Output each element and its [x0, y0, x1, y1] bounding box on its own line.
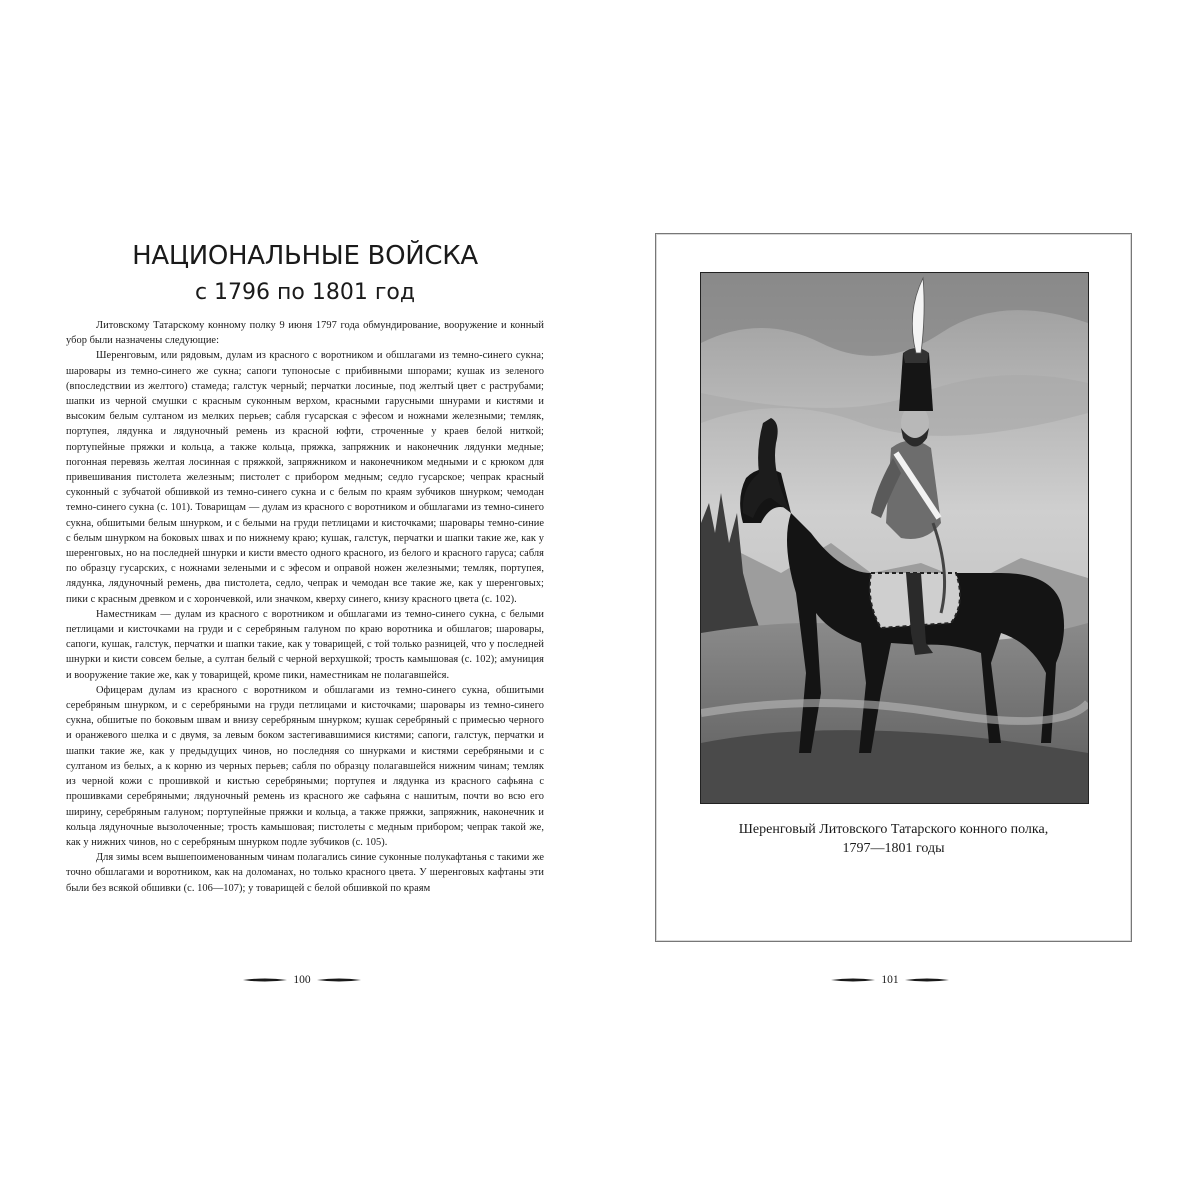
page-number-label: 101	[881, 974, 899, 986]
paragraph: Наместникам — дулам из красного с воротником и обшлагами из темно-синего сукна, с белыми петлицами и кисточками на груди и с серебряным галуном по краю воротника и обшлагов; шаровары, сапоги, кушак, галстук, перчатки и шапки такие, как у товарищей, с той только разницей, что у последней шнурки и кисти совсем белые, а султан белый с черной верхушкой; трость камышовая (с. 102); амуниция и вооружение такие же, как у товарищей, кроме пики, наместникам не полагавшейся.	[66, 608, 544, 681]
page-number-label: 100	[293, 974, 311, 986]
left-page-heading	[66, 236, 544, 310]
page-number-left	[232, 972, 372, 988]
body-text	[66, 318, 544, 954]
page-number-right	[820, 972, 960, 988]
chapter-subtitle: с 1796 по 1801 год	[194, 280, 416, 305]
ornament-left-icon	[243, 976, 287, 984]
paragraph: Офицерам дулам из красного с воротником и обшлагами из темно-синего сукна, обшитыми серебряным шнурком, и с серебряными на груди петлицами и кисточками; шаровары из темно-синего сукна, обшитые по боковым швам и внизу серебряным шнурком; кушак серебряный с примесью черного и оранжевого шелка и с двумя, за левым боком застегивавшимися кистями; сапоги, галстук, перчатки и шапки такие же, как у предыдущих чинов, но последняя со шнурками и кистями серебряными и с султаном из белых, а к корню из черных перьев; сабля по образцу полагавшейся нижним чинам; темляк из черной кожи с прошивкой и кистью серебряными; портупея и лядунка из красного сафьяна с прошивками серебряными; лядуночный ремень из красного же сафьяна с нашитым, почти во всю его ширину, серебряным галуном; портупейные пряжки и кольца, а также пряжки, запряжник, наконечник и кольца лядуночные вызолоченные; трость камышовая; пистолеты с медным прибором; чепрак такой же, как у нижних чинов, но с серебряным шнурком подле зубчиков (с. 105).	[66, 684, 544, 848]
chapter-title: НАЦИОНАЛЬНЫЕ ВОЙСКА	[132, 241, 478, 271]
ornament-right-icon	[317, 976, 361, 984]
engraving-illustration	[700, 272, 1089, 804]
ornament-right-icon	[905, 976, 949, 984]
hussar-on-horseback-icon	[701, 273, 1088, 803]
paragraph: Шеренговым, или рядовым, дулам из красного с воротником и обшлагами из темно-синего сукна; шаровары из темно-синего же сукна; сапоги тупоносые с прибивными шпорами; кушак из зеленого (впоследствии из желтого) стамеда; галстук черный; перчатки лосиные, под желтый цвет с раструбами; шапки из черной смушки с красным суконным верхом, красными гарусными шнурами и кистями и высоким белым султаном из мелких перьев; сабля гусарская с эфесом и ножнами железными; темляк, портупея, лядунка и лядуночный ремень из красной юфти, строченные у краев белой ниткой; портупейные пряжки и кольца, а также кольца, пряжка, запряжник и наконечник лядунки медные; погонная перевязь желтая лосинная с пряжкой, запряжником и наконечником медными и с крюком для привешивания пистолета железным; пистолет с прибором медным; седло гусарское; чепрак красный суконный с зубчатой обшивкой из темно-синего сукна и с белым по краям зубчиков шнурком; чемодан темно-синего сукна (с. 101). Товарищам — дулам из красного с воротником и обшлагами из темно-синего сукна, обшитыми белым шнурком, и с белыми на груди петлицами и кисточками; шаровары темно-синие с белым шнурком на боковых швах и по нижнему краю; кушак, галстук, перчатки и шапки такие же, как у шеренговых, но на последней шнурки и кисти вместо одного красного, из белого и красного гаруса; сабля по образцу гусарских, с ножнами зелеными и с эфесом и оправой ножен железными; темляк, портупея, лядунка, лядуночный ремень, два пистолета, седло, чепрак и чемодан все такие же, как у шеренговых; пики с красным древком и с хорончевкой, или значком, кверху синего, книзу красного цвета (с. 102).	[66, 350, 544, 605]
paragraph: Литовскому Татарскому конному полку 9 июня 1797 года обмундирование, вооружение и конный убор были назначены следующие:	[66, 320, 544, 347]
caption-line: 1797—1801 годы	[842, 841, 945, 856]
paragraph: Для зимы всем вышепоименованным чинам полагались синие суконные полукафтанья с такими же точно обшлагами и воротником, как на доломанах, но только красного цвета. У шеренговых кафтаны эти были без всякой обшивки (с. 106—107); у товарищей с белой обшивкой по краям	[66, 852, 544, 894]
ornament-left-icon	[831, 976, 875, 984]
illustration-caption	[690, 820, 1097, 858]
caption-line: Шеренговый Литовского Татарского конного полка,	[738, 822, 1049, 837]
